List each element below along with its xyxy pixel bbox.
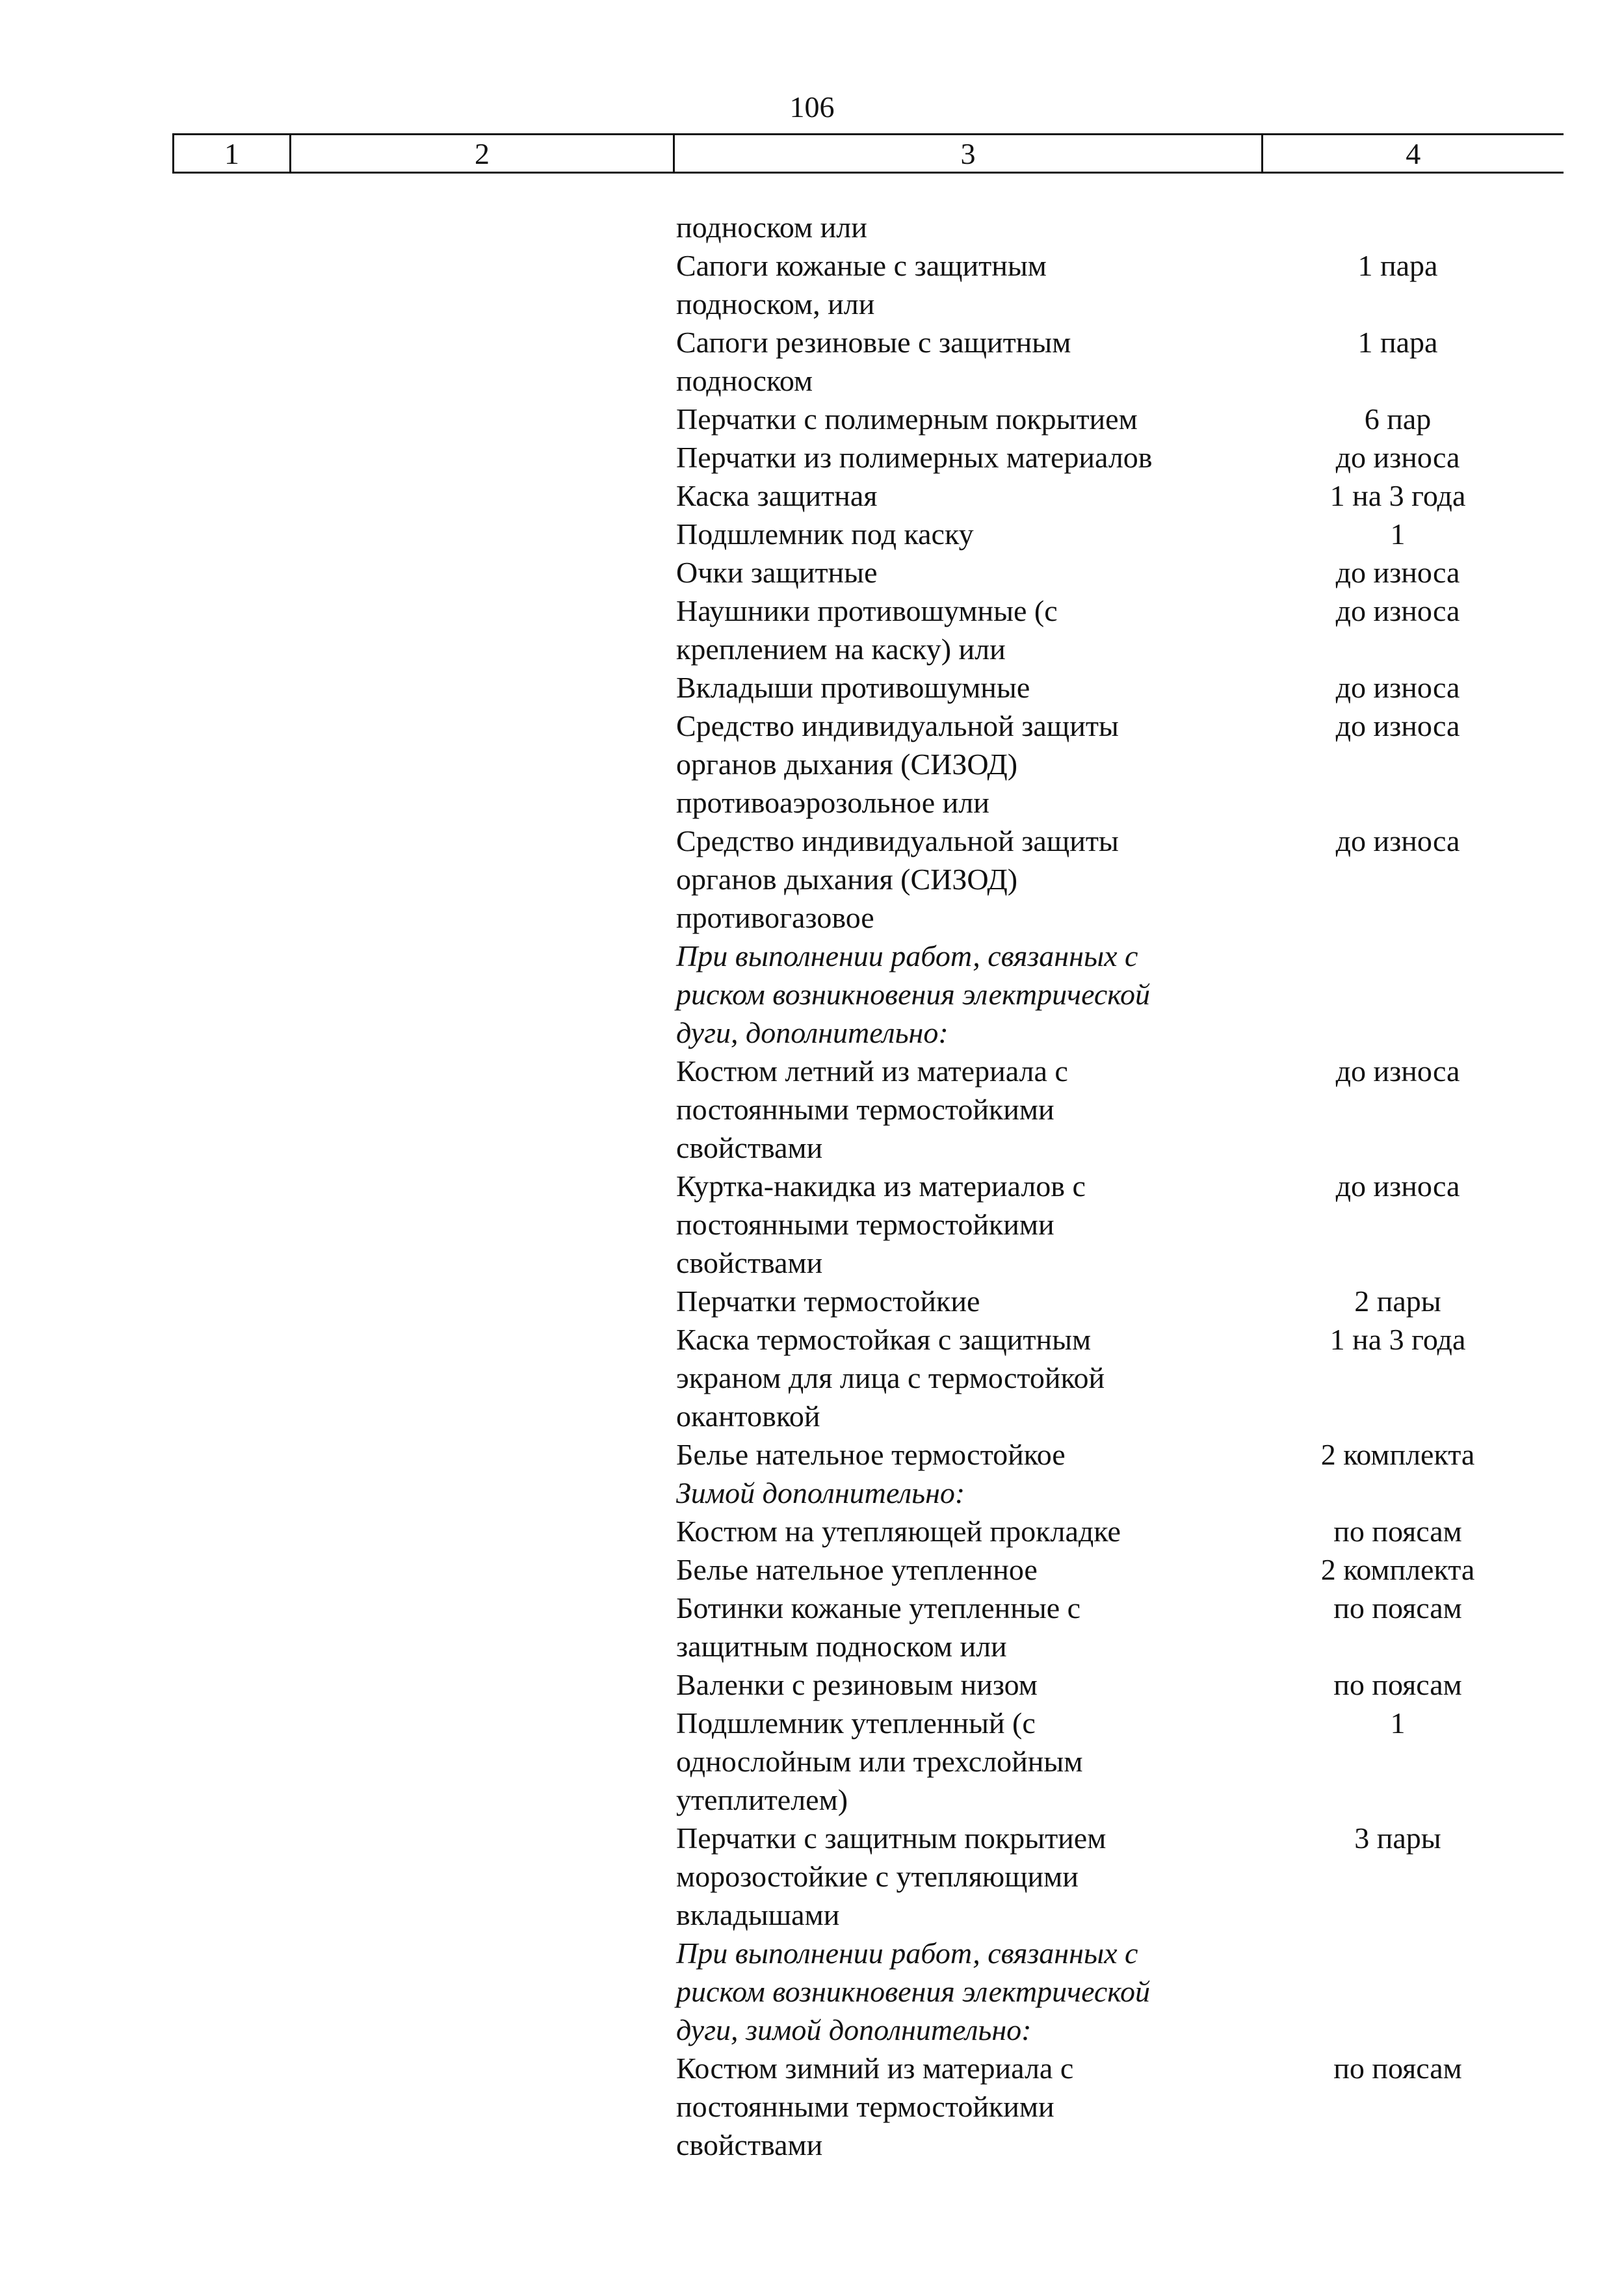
section-heading-text: При выполнении работ, связанных с риском возникновения электрической дуги, дополнительно:: [676, 939, 1151, 1049]
section-heading: [676, 1474, 1586, 1512]
item-name: Белье нательное утепленное: [676, 1553, 1038, 1586]
ppe-row: [676, 323, 1586, 400]
item-norm: 2 комплекта: [1320, 1438, 1475, 1471]
ppe-row: [676, 1589, 1586, 1665]
ppe-row: [676, 1282, 1586, 1320]
section-heading: [676, 937, 1586, 1052]
item-name: Перчатки из полимерных материалов: [676, 441, 1153, 474]
ppe-row: [676, 246, 1586, 323]
ppe-row: [676, 400, 1586, 438]
item-name: Ботинки кожаные утепленные с защитным подноском или: [676, 1591, 1081, 1663]
item-name: Подшлемник под каску: [676, 517, 974, 551]
ppe-row: [676, 1550, 1586, 1589]
column-header-2: 2: [291, 135, 674, 173]
ppe-row: [676, 668, 1586, 707]
column-header-4: 4: [1263, 135, 1564, 173]
item-norm: 3 пары: [1354, 1821, 1441, 1855]
item-name: Перчатки с защитным покрытием морозостойкие с утепляющими вкладышами: [676, 1821, 1107, 1931]
section-heading-text: При выполнении работ, связанных с риском возникновения электрической дуги, зимой дополнительно:: [676, 1937, 1151, 2046]
item-name: Перчатки термостойкие: [676, 1285, 980, 1318]
item-norm: 1 пара: [1357, 326, 1438, 359]
ppe-row: [676, 1704, 1586, 1819]
item-norm: до износа: [1335, 709, 1460, 742]
ppe-row: [676, 1819, 1586, 1934]
item-name: Средство индивидуальной защиты органов дыхания (СИЗОД) противоаэрозольное или: [676, 709, 1119, 819]
item-norm: по поясам: [1333, 1515, 1462, 1548]
item-name: Вкладыши противошумные: [676, 671, 1030, 704]
item-name: Каска термостойкая с защитным экраном для лица с термостойкой окантовкой: [676, 1323, 1105, 1433]
item-name: Сапоги кожаные с защитным подноском, или: [676, 249, 1047, 320]
item-name: подноском или: [676, 211, 867, 244]
item-norm: до износа: [1335, 441, 1460, 474]
ppe-row: [676, 476, 1586, 515]
item-norm: по поясам: [1333, 2052, 1462, 2085]
section-heading-text: Зимой дополнительно:: [676, 1476, 965, 1509]
page-number: 106: [789, 90, 835, 124]
item-name: Куртка-накидка из материалов с постоянными термостойкими свойствами: [676, 1169, 1086, 1279]
item-name: Валенки с резиновым низом: [676, 1668, 1038, 1701]
item-norm: 1: [1390, 1706, 1406, 1740]
item-norm: 1 на 3 года: [1329, 1323, 1466, 1356]
item-name: Сапоги резиновые с защитным подноском: [676, 326, 1071, 397]
section-heading: [676, 1934, 1586, 2049]
item-norm: до износа: [1335, 556, 1460, 589]
item-norm: 6 пар: [1364, 402, 1432, 436]
ppe-row: [676, 707, 1586, 822]
column-header-3: 3: [674, 135, 1263, 173]
item-name: Средство индивидуальной защиты органов дыхания (СИЗОД) противогазовое: [676, 824, 1119, 934]
item-name: Костюм летний из материала с постоянными термостойкими свойствами: [676, 1054, 1068, 1164]
item-norm: 1: [1390, 517, 1406, 551]
item-name: Подшлемник утепленный (с однослойным или трехслойным утеплителем): [676, 1706, 1083, 1816]
item-name: Очки защитные: [676, 556, 878, 589]
ppe-row: [676, 515, 1586, 553]
ppe-row: [676, 1167, 1586, 1282]
item-norm: 2 комплекта: [1320, 1553, 1475, 1586]
ppe-row: [676, 1512, 1586, 1550]
ppe-row: [676, 1665, 1586, 1704]
ppe-row: [676, 822, 1586, 937]
item-name: Перчатки с полимерным покрытием: [676, 402, 1138, 436]
ppe-row: [676, 208, 1586, 246]
column-header-1: 1: [174, 135, 291, 173]
item-name: Каска защитная: [676, 479, 878, 512]
item-norm: до износа: [1335, 594, 1460, 627]
item-norm: до износа: [1335, 824, 1460, 857]
item-norm: 1 на 3 года: [1329, 479, 1466, 512]
item-norm: до износа: [1335, 671, 1460, 704]
ppe-row: [676, 553, 1586, 592]
item-norm: 2 пары: [1354, 1285, 1441, 1318]
item-norm: по поясам: [1333, 1591, 1462, 1624]
ppe-row: [676, 1435, 1586, 1474]
item-name: Костюм на утепляющей прокладке: [676, 1515, 1121, 1548]
ppe-row: [676, 1320, 1586, 1435]
item-name: Костюм зимний из материала с постоянными термостойкими свойствами: [676, 2052, 1074, 2161]
item-norm: по поясам: [1333, 1668, 1462, 1701]
item-name: Наушники противошумные (с креплением на каску) или: [676, 594, 1058, 666]
item-norm: 1 пара: [1357, 249, 1438, 282]
ppe-list: [676, 208, 1586, 2164]
item-norm: до износа: [1335, 1169, 1460, 1203]
item-norm: до износа: [1335, 1054, 1460, 1088]
item-name: Белье нательное термостойкое: [676, 1438, 1066, 1471]
ppe-row: [676, 2049, 1586, 2164]
column-header-table: [172, 133, 1564, 174]
ppe-row: [676, 438, 1586, 476]
ppe-row: [676, 592, 1586, 668]
ppe-row: [676, 1052, 1586, 1167]
